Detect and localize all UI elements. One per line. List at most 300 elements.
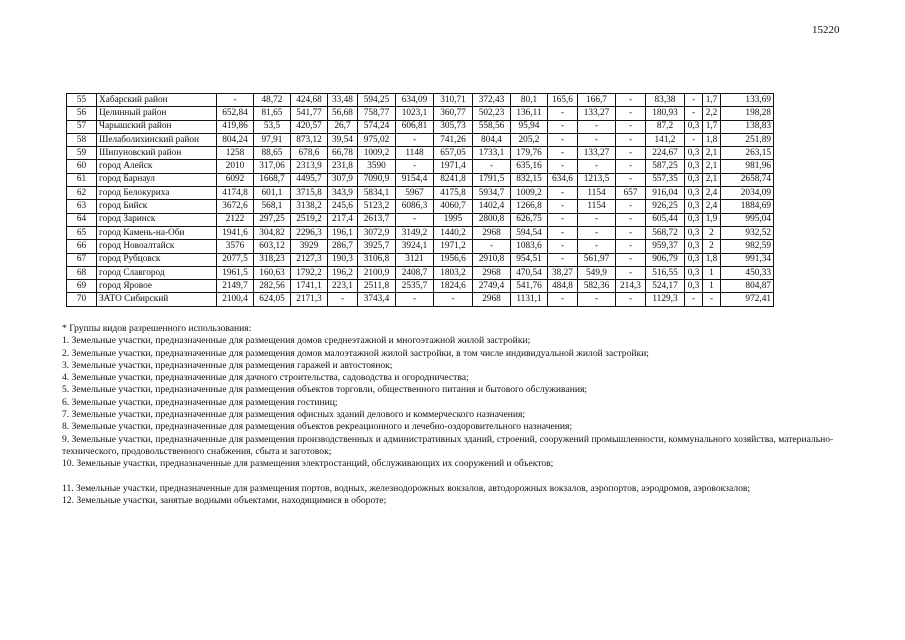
value-cell: 3715,8	[291, 187, 328, 200]
row-number-cell: 61	[67, 173, 97, 186]
table-row	[67, 160, 774, 173]
value-cell: 603,12	[254, 240, 291, 253]
value-cell: 2,2	[703, 107, 721, 120]
value-cell: -	[548, 107, 578, 120]
value-cell: 1083,6	[511, 240, 548, 253]
value-cell: -	[616, 147, 646, 160]
value-cell: 310,71	[434, 94, 473, 107]
value-cell: -	[396, 293, 434, 306]
value-cell: 2800,8	[473, 213, 511, 226]
municipality-name-cell: город Новоалтайск	[97, 240, 217, 253]
value-cell: 1961,5	[217, 266, 254, 279]
value-cell: 198,28	[721, 107, 774, 120]
value-cell: -	[616, 173, 646, 186]
value-cell: 758,77	[358, 107, 396, 120]
value-cell: 0,3	[685, 173, 703, 186]
value-cell: 995,04	[721, 213, 774, 226]
value-cell: 4060,7	[434, 200, 473, 213]
value-cell: 3924,1	[396, 240, 434, 253]
value-cell: 450,33	[721, 266, 774, 279]
value-cell: 2313,9	[291, 160, 328, 173]
row-number-cell: 57	[67, 120, 97, 133]
value-cell: -	[434, 293, 473, 306]
value-cell: 804,24	[217, 133, 254, 146]
value-cell: 87,2	[646, 120, 685, 133]
value-cell: -	[578, 240, 616, 253]
value-cell: -	[616, 107, 646, 120]
value-cell: 1941,6	[217, 226, 254, 239]
value-cell: 1956,6	[434, 253, 473, 266]
row-number-cell: 68	[67, 266, 97, 279]
value-cell: 741,26	[434, 133, 473, 146]
value-cell: -	[616, 133, 646, 146]
value-cell: 1,8	[703, 133, 721, 146]
value-cell: 0,3	[685, 160, 703, 173]
value-cell: 0,3	[685, 266, 703, 279]
table-row	[67, 147, 774, 160]
table-row	[67, 173, 774, 186]
value-cell: 2010	[217, 160, 254, 173]
value-cell: 1266,8	[511, 200, 548, 213]
table-row	[67, 107, 774, 120]
value-cell: 424,68	[291, 94, 328, 107]
value-cell: 2968	[473, 226, 511, 239]
value-cell: 1131,1	[511, 293, 548, 306]
value-cell: -	[616, 226, 646, 239]
value-cell: 832,15	[511, 173, 548, 186]
value-cell: 196,1	[328, 226, 358, 239]
municipality-name-cell: Чарышский район	[97, 120, 217, 133]
value-cell: 549,9	[578, 266, 616, 279]
value-cell: 0,3	[685, 253, 703, 266]
value-cell: -	[578, 120, 616, 133]
value-cell: 516,55	[646, 266, 685, 279]
row-number-cell: 60	[67, 160, 97, 173]
row-number-cell: 66	[67, 240, 97, 253]
value-cell: 557,35	[646, 173, 685, 186]
value-cell: 1803,2	[434, 266, 473, 279]
value-cell: 4495,7	[291, 173, 328, 186]
value-cell: 166,7	[578, 94, 616, 107]
table-row	[67, 200, 774, 213]
notes-heading: * Группы видов разрешенного использования:	[62, 323, 252, 334]
value-cell: 53,5	[254, 120, 291, 133]
note-item: 11. Земельные участки, предназначенные для размещения портов, водных, железнодорожных вокзалов, автодорожных вокзалов, аэропортов, аэродромов, аэровокзалов;	[62, 482, 751, 494]
value-cell: 524,17	[646, 280, 685, 293]
value-cell: 133,27	[578, 107, 616, 120]
value-cell: 133,69	[721, 94, 774, 107]
value-cell: 5967	[396, 187, 434, 200]
value-cell: 1741,1	[291, 280, 328, 293]
value-cell: 873,12	[291, 133, 328, 146]
value-cell: 318,23	[254, 253, 291, 266]
value-cell: -	[578, 133, 616, 146]
value-cell: -	[685, 133, 703, 146]
value-cell: 1,7	[703, 120, 721, 133]
value-cell: 634,09	[396, 94, 434, 107]
value-cell: -	[548, 293, 578, 306]
value-cell: 3072,9	[358, 226, 396, 239]
value-cell: 2	[703, 226, 721, 239]
value-cell: 196,2	[328, 266, 358, 279]
value-cell: 916,04	[646, 187, 685, 200]
value-cell: 33,48	[328, 94, 358, 107]
value-cell: 5934,7	[473, 187, 511, 200]
value-cell: 420,57	[291, 120, 328, 133]
value-cell: 0,3	[685, 147, 703, 160]
row-number-cell: 59	[67, 147, 97, 160]
value-cell: 2408,7	[396, 266, 434, 279]
value-cell: 2535,7	[396, 280, 434, 293]
value-cell: 3590	[358, 160, 396, 173]
value-cell: 991,34	[721, 253, 774, 266]
value-cell: 587,25	[646, 160, 685, 173]
value-cell: 2034,09	[721, 187, 774, 200]
value-cell: 1,8	[703, 253, 721, 266]
value-cell: -	[616, 253, 646, 266]
value-cell: 2968	[473, 293, 511, 306]
value-cell: -	[548, 240, 578, 253]
value-cell: -	[548, 133, 578, 146]
value-cell: 1154	[578, 187, 616, 200]
value-cell: 2658,74	[721, 173, 774, 186]
row-number-cell: 63	[67, 200, 97, 213]
value-cell: 959,37	[646, 240, 685, 253]
row-number-cell: 67	[67, 253, 97, 266]
value-cell: 343,9	[328, 187, 358, 200]
value-cell: 582,36	[578, 280, 616, 293]
table-row	[67, 266, 774, 279]
value-cell: -	[217, 94, 254, 107]
value-cell: -	[548, 200, 578, 213]
value-cell: 678,6	[291, 147, 328, 160]
value-cell: 3672,6	[217, 200, 254, 213]
value-cell: 136,11	[511, 107, 548, 120]
value-cell: 2910,8	[473, 253, 511, 266]
value-cell: -	[548, 160, 578, 173]
municipality-name-cell: Шипуновский район	[97, 147, 217, 160]
value-cell: 3929	[291, 240, 328, 253]
value-cell: -	[548, 120, 578, 133]
value-cell: 657	[616, 187, 646, 200]
table-row	[67, 280, 774, 293]
value-cell: 307,9	[328, 173, 358, 186]
value-cell: 657,05	[434, 147, 473, 160]
value-cell: 305,73	[434, 120, 473, 133]
value-cell: 541,77	[291, 107, 328, 120]
table-row	[67, 120, 774, 133]
value-cell: 3121	[396, 253, 434, 266]
table-row	[67, 94, 774, 107]
value-cell: 2296,3	[291, 226, 328, 239]
value-cell: -	[616, 120, 646, 133]
page-number: 15220	[812, 24, 840, 36]
value-cell: 4175,8	[434, 187, 473, 200]
value-cell: 972,41	[721, 293, 774, 306]
table-row	[67, 226, 774, 239]
value-cell: 502,23	[473, 107, 511, 120]
value-cell: 2127,3	[291, 253, 328, 266]
value-cell: 484,8	[548, 280, 578, 293]
value-cell: 804,4	[473, 133, 511, 146]
value-cell: 66,78	[328, 147, 358, 160]
value-cell: 223,1	[328, 280, 358, 293]
value-cell: 2149,7	[217, 280, 254, 293]
value-cell: -	[616, 200, 646, 213]
value-cell: 558,56	[473, 120, 511, 133]
municipality-name-cell: Целинный район	[97, 107, 217, 120]
municipality-name-cell: Шелаболихинский район	[97, 133, 217, 146]
municipality-name-cell: город Барнаул	[97, 173, 217, 186]
value-cell: 2613,7	[358, 213, 396, 226]
value-cell: 245,6	[328, 200, 358, 213]
value-cell: 626,75	[511, 213, 548, 226]
value-cell: 38,27	[548, 266, 578, 279]
value-cell: 906,79	[646, 253, 685, 266]
value-cell: 470,54	[511, 266, 548, 279]
value-cell: 804,87	[721, 280, 774, 293]
value-cell: 138,83	[721, 120, 774, 133]
value-cell: 2	[703, 240, 721, 253]
note-item: 6. Земельные участки, предназначенные для размещения гостиниц;	[62, 396, 338, 408]
value-cell: 1023,1	[396, 107, 434, 120]
value-cell: 635,16	[511, 160, 548, 173]
value-cell: 1668,7	[254, 173, 291, 186]
value-cell: 2511,8	[358, 280, 396, 293]
value-cell: 88,65	[254, 147, 291, 160]
value-cell: 2,1	[703, 173, 721, 186]
municipality-name-cell: город Заринск	[97, 213, 217, 226]
value-cell: 601,1	[254, 187, 291, 200]
value-cell: 231,8	[328, 160, 358, 173]
value-cell: 2100,4	[217, 293, 254, 306]
value-cell: 5123,2	[358, 200, 396, 213]
table-row	[67, 187, 774, 200]
value-cell: 3576	[217, 240, 254, 253]
value-cell: -	[616, 293, 646, 306]
value-cell: -	[685, 107, 703, 120]
value-cell: -	[548, 226, 578, 239]
row-number-cell: 58	[67, 133, 97, 146]
value-cell: 2100,9	[358, 266, 396, 279]
value-cell: 4174,8	[217, 187, 254, 200]
value-cell: 0,3	[685, 200, 703, 213]
table-row	[67, 133, 774, 146]
value-cell: 634,6	[548, 173, 578, 186]
value-cell: 1213,5	[578, 173, 616, 186]
value-cell: 1009,2	[358, 147, 396, 160]
data-table	[66, 93, 774, 307]
row-number-cell: 56	[67, 107, 97, 120]
municipality-name-cell: город Белокуриха	[97, 187, 217, 200]
value-cell: 1995	[434, 213, 473, 226]
value-cell: -	[703, 293, 721, 306]
value-cell: 606,81	[396, 120, 434, 133]
value-cell: -	[473, 160, 511, 173]
value-cell: 372,43	[473, 94, 511, 107]
value-cell: -	[578, 160, 616, 173]
municipality-name-cell: город Рубцовск	[97, 253, 217, 266]
value-cell: -	[396, 213, 434, 226]
value-cell: -	[616, 240, 646, 253]
value-cell: -	[548, 213, 578, 226]
value-cell: 95,94	[511, 120, 548, 133]
row-number-cell: 69	[67, 280, 97, 293]
value-cell: 263,15	[721, 147, 774, 160]
value-cell: 282,56	[254, 280, 291, 293]
table-row	[67, 253, 774, 266]
value-cell: -	[548, 147, 578, 160]
value-cell: 83,38	[646, 94, 685, 107]
value-cell: 1792,2	[291, 266, 328, 279]
value-cell: 605,44	[646, 213, 685, 226]
value-cell: 2968	[473, 266, 511, 279]
note-item: 5. Земельные участки, предназначенные для размещения объектов торговли, общественного питания и бытового обслуживания;	[62, 384, 588, 396]
value-cell: 3106,8	[358, 253, 396, 266]
value-cell: 0,3	[685, 187, 703, 200]
value-cell: 2,4	[703, 200, 721, 213]
table-row	[67, 293, 774, 306]
value-cell: 932,52	[721, 226, 774, 239]
value-cell: 97,91	[254, 133, 291, 146]
value-cell: 1009,2	[511, 187, 548, 200]
value-cell: 568,72	[646, 226, 685, 239]
value-cell: 6086,3	[396, 200, 434, 213]
value-cell: 975,02	[358, 133, 396, 146]
value-cell: 954,51	[511, 253, 548, 266]
value-cell: 165,6	[548, 94, 578, 107]
value-cell: -	[616, 266, 646, 279]
row-number-cell: 55	[67, 94, 97, 107]
municipality-name-cell: город Алейск	[97, 160, 217, 173]
value-cell: 0,3	[685, 240, 703, 253]
value-cell: 5834,1	[358, 187, 396, 200]
note-item: 9. Земельные участки, предназначенные для размещения производственных и административных зданий, строений, сооружений промышленности, коммунального хозяйства, материально-технического, продовольственного снабжения, сбыта и заготовок;	[62, 433, 834, 457]
value-cell: 541,76	[511, 280, 548, 293]
value-cell: 214,3	[616, 280, 646, 293]
value-cell: -	[616, 94, 646, 107]
value-cell: 1	[703, 266, 721, 279]
value-cell: -	[685, 94, 703, 107]
value-cell: 0,3	[685, 120, 703, 133]
value-cell: 1,7	[703, 94, 721, 107]
value-cell: 594,25	[358, 94, 396, 107]
value-cell: 1824,6	[434, 280, 473, 293]
value-cell: 1	[703, 280, 721, 293]
note-item: 7. Земельные участки, предназначенные для размещения офисных зданий делового и коммерческого назначения;	[62, 409, 526, 421]
value-cell: 6092	[217, 173, 254, 186]
value-cell: 297,25	[254, 213, 291, 226]
municipality-name-cell: город Бийск	[97, 200, 217, 213]
value-cell: 2749,4	[473, 280, 511, 293]
value-cell: 1791,5	[473, 173, 511, 186]
value-cell: 9154,4	[396, 173, 434, 186]
value-cell: 926,25	[646, 200, 685, 213]
note-item: 8. Земельные участки, предназначенные для размещения объектов рекреационного и лечебно-оздоровительного назначения;	[62, 421, 573, 433]
value-cell: 1,9	[703, 213, 721, 226]
row-number-cell: 65	[67, 226, 97, 239]
value-cell: -	[578, 226, 616, 239]
value-cell: -	[396, 133, 434, 146]
value-cell: 1258	[217, 147, 254, 160]
note-gap	[62, 471, 862, 483]
value-cell: 3149,2	[396, 226, 434, 239]
value-cell: 1733,1	[473, 147, 511, 160]
value-cell: 1148	[396, 147, 434, 160]
value-cell: 141,2	[646, 133, 685, 146]
value-cell: 0,3	[685, 213, 703, 226]
table-row	[67, 240, 774, 253]
value-cell: 317,06	[254, 160, 291, 173]
municipality-name-cell: город Камень-на-Оби	[97, 226, 217, 239]
note-item: 1. Земельные участки, предназначенные для размещения домов среднеэтажной и многоэтажной жилой застройки;	[62, 335, 531, 347]
value-cell: 652,84	[217, 107, 254, 120]
value-cell: 217,4	[328, 213, 358, 226]
value-cell: 1440,2	[434, 226, 473, 239]
value-cell: 2519,2	[291, 213, 328, 226]
value-cell: 2122	[217, 213, 254, 226]
value-cell: 0,3	[685, 280, 703, 293]
value-cell: 2,4	[703, 187, 721, 200]
note-item: 12. Земельные участки, занятые водными объектами, находящимися в обороте;	[62, 495, 387, 507]
value-cell: 224,67	[646, 147, 685, 160]
value-cell: 3138,2	[291, 200, 328, 213]
value-cell: 180,93	[646, 107, 685, 120]
value-cell: -	[548, 253, 578, 266]
table-body	[67, 94, 774, 307]
municipality-name-cell: город Яровое	[97, 280, 217, 293]
value-cell: 1971,4	[434, 160, 473, 173]
value-cell: 190,3	[328, 253, 358, 266]
municipality-name-cell: Хабарский район	[97, 94, 217, 107]
value-cell: 1971,2	[434, 240, 473, 253]
value-cell: 80,1	[511, 94, 548, 107]
value-cell: -	[396, 160, 434, 173]
municipality-name-cell: город Славгород	[97, 266, 217, 279]
value-cell: 1402,4	[473, 200, 511, 213]
value-cell: 624,05	[254, 293, 291, 306]
row-number-cell: 70	[67, 293, 97, 306]
value-cell: -	[548, 187, 578, 200]
row-number-cell: 64	[67, 213, 97, 226]
footnotes	[62, 323, 862, 507]
value-cell: -	[616, 213, 646, 226]
value-cell: -	[328, 293, 358, 306]
row-number-cell: 62	[67, 187, 97, 200]
value-cell: 26,7	[328, 120, 358, 133]
value-cell: 568,1	[254, 200, 291, 213]
value-cell: 2171,3	[291, 293, 328, 306]
value-cell: 179,76	[511, 147, 548, 160]
value-cell: 360,77	[434, 107, 473, 120]
value-cell: 1884,69	[721, 200, 774, 213]
value-cell: 205,2	[511, 133, 548, 146]
value-cell: 0,3	[685, 226, 703, 239]
value-cell: 304,82	[254, 226, 291, 239]
value-cell: -	[616, 160, 646, 173]
value-cell: 594,54	[511, 226, 548, 239]
value-cell: 2,1	[703, 160, 721, 173]
note-item: 2. Земельные участки, предназначенные для размещения домов малоэтажной жилой застройки, в том числе индивидуальной жилой застройки;	[62, 347, 649, 359]
note-item: 10. Земельные участки, предназначенные для размещения электростанций, обслуживающих их сооружений и объектов;	[62, 458, 554, 470]
value-cell: 133,27	[578, 147, 616, 160]
value-cell: 3743,4	[358, 293, 396, 306]
value-cell: 561,97	[578, 253, 616, 266]
value-cell: 419,86	[217, 120, 254, 133]
value-cell: 8241,8	[434, 173, 473, 186]
value-cell: 7090,9	[358, 173, 396, 186]
value-cell: -	[473, 240, 511, 253]
